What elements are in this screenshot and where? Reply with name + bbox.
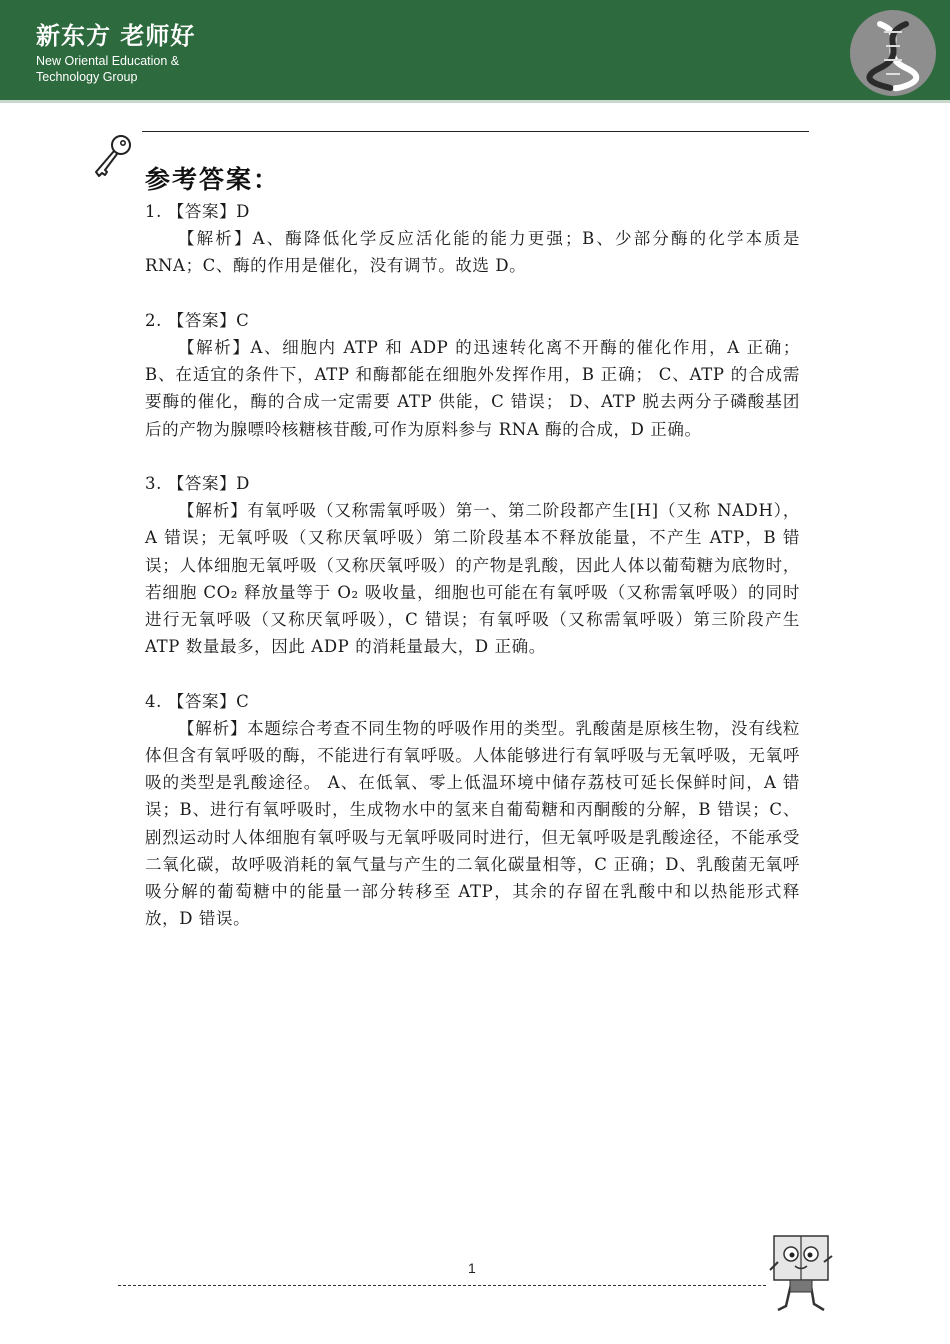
- page-header: [0, 0, 950, 103]
- footer-divider: [118, 1285, 766, 1286]
- explanation-text: 【解析】A、酶降低化学反应活化能的能力更强；B、少部分酶的化学本质是 RNA；C、酶的作用是催化，没有调节。故选 D。: [145, 229, 800, 276]
- answer-line: 1. 【答案】D: [145, 202, 251, 221]
- answer-line: 3. 【答案】D: [145, 474, 251, 493]
- page-number: 1: [468, 1260, 476, 1276]
- answer-line: 4. 【答案】C: [145, 691, 250, 711]
- key-icon: [88, 132, 138, 186]
- dna-logo-icon: [850, 10, 936, 96]
- question-item: [145, 688, 800, 933]
- question-item: [145, 307, 800, 443]
- brand-name-cn: 新东方 老师好: [36, 22, 196, 50]
- book-mascot-icon: [768, 1232, 834, 1320]
- question-item: [145, 470, 800, 660]
- question-item: [145, 198, 800, 280]
- explanation-text: 【解析】本题综合考查不同生物的呼吸作用的类型。乳酸菌是原核生物，没有线粒体但含有氧呼吸的酶，不能进行有氧呼吸。人体能够进行有氧呼吸与无氧呼吸，无氧呼吸的类型是乳酸途径。 A、在低氧、零上低温环境中储存荔枝可延长保鲜时间，A 错误；B、进行有氧呼吸时，生成物水中的氢来自葡萄糖和丙酮酸的分解，B 错误；C、剧烈运动时人体细胞有氧呼吸与无氧呼吸同时进行，但无氧呼吸是乳酸途径，不能承受二氧化碳，故呼吸消耗的氧气量与产生的二氧化碳量相等，C 正确；D、乳酸菌无氧呼吸分解的葡萄糖中的能量一部分转移至 ATP，其余的存留在乳酸中和以热能形式释放，D 错误。: [145, 718, 800, 929]
- answer-line: 2. 【答案】C: [145, 310, 250, 330]
- answer-list: [145, 198, 800, 960]
- brand-name-en: New Oriental Education & Technology Group: [36, 54, 180, 84]
- explanation-text: 【解析】A、细胞内 ATP 和 ADP 的迅速转化离不开酶的催化作用，A 正确； B、在适宜的条件下，ATP 和酶都能在细胞外发挥作用，B 正确； C、ATP 的合成需要酶的催化，酶的合成一定需要 ATP 供能，C 错误； D、ATP 脱去两分子磷酸基团后的产物为腺嘌呤核糖核苷酸,可作为原料参与 RNA 酶的合成，D 正确。: [145, 338, 800, 439]
- top-divider: [142, 131, 809, 132]
- section-title: 参考答案：: [145, 165, 281, 194]
- explanation-text: 【解析】有氧呼吸（又称需氧呼吸）第一、第二阶段都产生[H]（又称 NADH），A 错误；无氧呼吸（又称厌氧呼吸）第二阶段基本不释放能量，不产生 ATP，B 错误；人体细胞无氧呼吸（又称厌氧呼吸）的产物是乳酸，因此人体以葡萄糖为底物时，若细胞 CO₂ 释放量等于 O₂ 吸收量，细胞也可能在有氧呼吸（又称需氧呼吸）的同时进行无氧呼吸（又称厌氧呼吸），C 错误；有氧呼吸（又称需氧呼吸）第三阶段产生 ATP 数量最多，因此 ADP 的消耗量最大，D 正确。: [145, 501, 800, 657]
